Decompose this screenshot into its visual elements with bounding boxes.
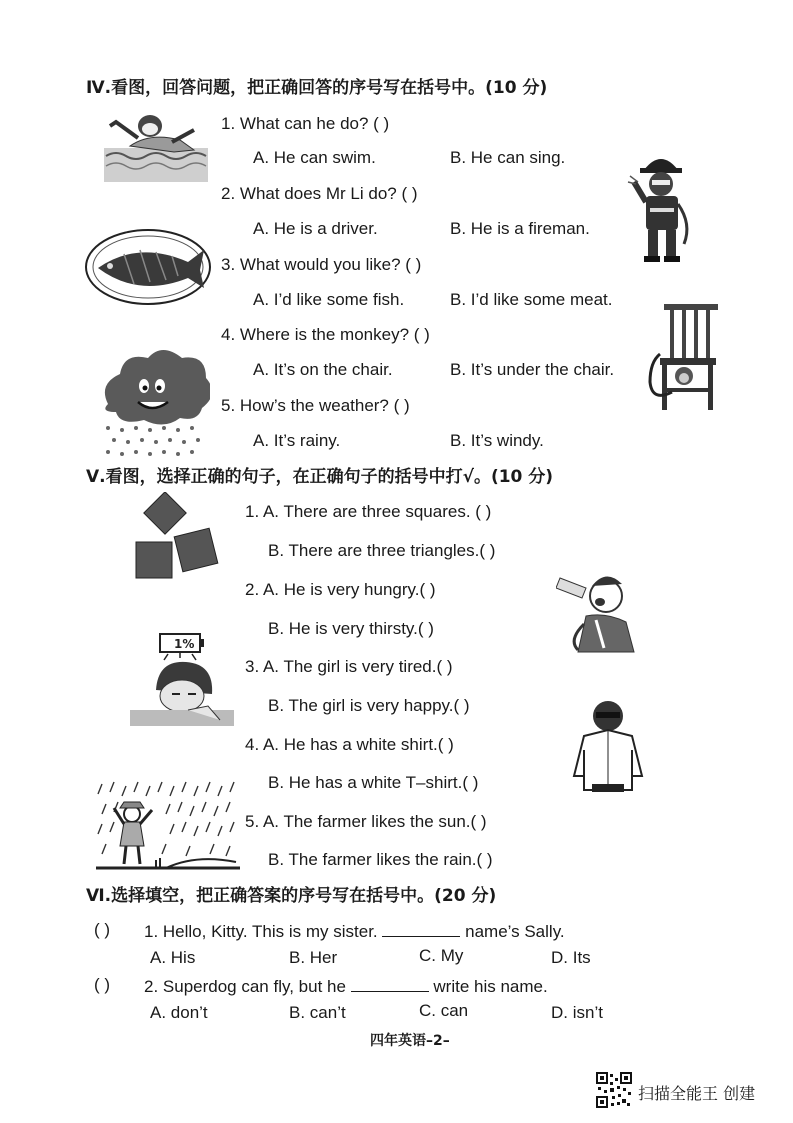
q4-3-option-b: B. I’d like some meat. [450, 290, 613, 309]
q4-1-question: 1. What can he do? ( ) [221, 114, 390, 133]
q6-2-question-post: write his name. [433, 977, 548, 996]
q6-2-question [144, 975, 548, 997]
section-5-heading: Ⅴ.看图，选择正确的句子，在正确句子的括号中打√。(10 分) [86, 467, 554, 487]
scanner-watermark: 扫描全能王 创建 [638, 1084, 756, 1103]
q5-4-option-a: 4. A. He has a white shirt.( ) [245, 735, 454, 754]
q6-1-option-d: D. Its [551, 948, 591, 967]
q6-2-option-d: D. isn’t [551, 1003, 603, 1022]
qr-code-icon [596, 1072, 632, 1108]
q5-3-option-a: 3. A. The girl is very tired.( ) [245, 657, 453, 676]
q6-1-option-b: B. Her [289, 948, 338, 967]
q4-2-option-b: B. He is a fireman. [450, 219, 590, 238]
q6-1-blank [382, 920, 460, 937]
q5-3-option-b: B. The girl is very happy.( ) [268, 696, 470, 715]
q4-1-option-a: A. He can swim. [253, 148, 376, 167]
q6-1-question-post: name’s Sally. [465, 922, 565, 941]
tired-girl-picture [128, 630, 236, 728]
q4-5-option-b: B. It’s windy. [450, 431, 544, 450]
fish-picture [84, 228, 212, 306]
q5-2-option-b: B. He is very thirsty.( ) [268, 619, 434, 638]
q6-2-option-b: B. can’t [289, 1003, 346, 1022]
q6-1-question [144, 920, 565, 942]
q5-4-option-b: B. He has a white T–shirt.( ) [268, 773, 479, 792]
q4-4-option-a: A. It’s on the chair. [253, 360, 393, 379]
fireman-picture [626, 150, 696, 268]
q6-1-option-a: A. His [150, 948, 196, 967]
section-6-heading: Ⅵ.选择填空，把正确答案的序号写在括号中。(20 分) [86, 886, 497, 906]
q4-4-option-b: B. It’s under the chair. [450, 360, 615, 379]
three-squares-picture [132, 492, 224, 584]
page-footer: 四年英语–2– [370, 1033, 450, 1049]
q4-3-question: 3. What would you like? ( ) [221, 255, 422, 274]
q5-2-option-a: 2. A. He is very hungry.( ) [245, 580, 436, 599]
swimmer-picture [102, 108, 210, 184]
battery-label: 1% [174, 637, 195, 651]
q5-5-option-a: 5. A. The farmer likes the sun.( ) [245, 812, 487, 831]
shirt-man-picture [570, 696, 646, 794]
q4-1-option-b: B. He can sing. [450, 148, 566, 167]
q6-2-option-c: C. can [419, 1001, 469, 1020]
q4-5-option-a: A. It’s rainy. [253, 431, 341, 450]
farmer-rain-picture [96, 780, 240, 874]
q6-1-question-pre: 1. Hello, Kitty. This is my sister. [144, 922, 378, 941]
q4-5-question: 5. How’s the weather? ( ) [221, 396, 410, 415]
q5-1-option-a: 1. A. There are three squares. ( ) [245, 502, 492, 521]
q6-1-paren: ( ) [94, 920, 111, 939]
section-4-heading: Ⅳ.看图，回答问题，把正确回答的序号写在括号中。(10 分) [86, 78, 548, 98]
q4-2-question: 2. What does Mr Li do? ( ) [221, 184, 418, 203]
q6-1-option-c: C. My [419, 946, 464, 965]
q6-2-question-pre: 2. Superdog can fly, but he [144, 977, 346, 996]
thirsty-man-picture [556, 566, 640, 658]
rain-cloud-picture [98, 348, 210, 460]
q4-3-option-a: A. I’d like some fish. [253, 290, 405, 309]
q4-4-question: 4. Where is the monkey? ( ) [221, 325, 430, 344]
q6-2-option-a: A. don’t [150, 1003, 208, 1022]
q5-1-option-b: B. There are three triangles.( ) [268, 541, 496, 560]
q4-2-option-a: A. He is a driver. [253, 219, 378, 238]
q6-2-paren: ( ) [94, 975, 111, 994]
q6-2-blank [351, 975, 429, 992]
q5-5-option-b: B. The farmer likes the rain.( ) [268, 850, 493, 869]
monkey-chair-picture [642, 302, 722, 412]
